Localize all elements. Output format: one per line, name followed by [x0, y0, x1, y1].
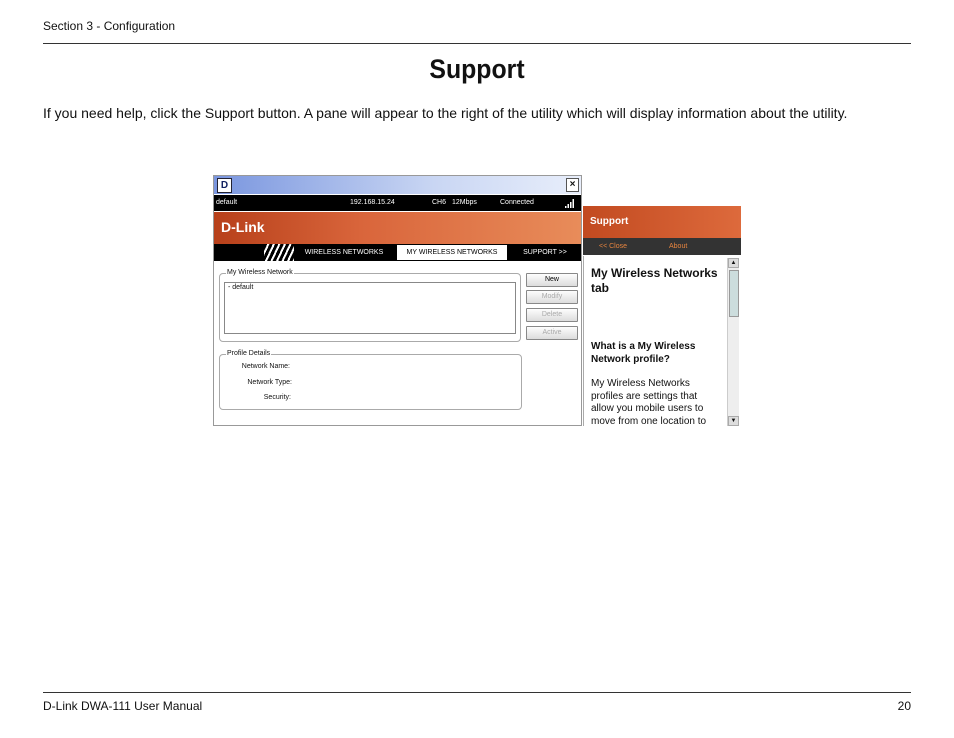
group-label: My Wireless Network: [227, 269, 293, 276]
support-pane: [583, 206, 741, 426]
scroll-up-icon[interactable]: ▲: [728, 258, 739, 268]
delete-button[interactable]: Delete: [526, 308, 578, 322]
header-rule: [43, 43, 911, 44]
signal-strength-icon: [565, 199, 575, 208]
footer-page-number: 20: [897, 699, 911, 713]
network-type-label: Network Type:: [247, 379, 292, 386]
tab-my-wireless-networks[interactable]: MY WIRELESS NETWORKS: [397, 245, 507, 260]
about-link[interactable]: About: [669, 243, 688, 250]
modify-button[interactable]: Modify: [526, 290, 578, 304]
title-bar: [214, 176, 581, 194]
support-question: What is a My Wireless Network profile?: [591, 341, 696, 365]
list-item[interactable]: - default: [228, 284, 254, 291]
body-paragraph: If you need help, click the Support button. A pane will appear to the right of the utility which will display information about the utility.: [43, 105, 848, 121]
utility-window: [213, 175, 582, 426]
dlink-logo-icon: D: [217, 178, 232, 193]
brand-banner: [214, 212, 581, 244]
support-pane-header: [583, 206, 741, 238]
footer-manual-title: D-Link DWA-111 User Manual: [43, 699, 203, 713]
status-ip: 192.168.15.24: [350, 199, 395, 206]
scroll-thumb[interactable]: [729, 270, 739, 317]
active-button[interactable]: Active: [526, 326, 578, 340]
support-pane-title: Support: [590, 216, 629, 227]
network-name-label: Network Name:: [241, 363, 290, 370]
footer-rule: [43, 692, 911, 693]
security-label: Security:: [263, 394, 291, 401]
status-channel: CH6: [432, 199, 447, 206]
tab-wireless-networks[interactable]: WIRELESS NETWORKS: [294, 245, 394, 260]
new-button[interactable]: New: [526, 273, 578, 287]
status-rate: 12Mbps: [452, 199, 477, 206]
group-label: Profile Details: [227, 350, 271, 357]
support-heading: My Wireless Networks tab: [591, 266, 718, 295]
support-content: [583, 256, 728, 426]
status-state: Connected: [500, 199, 534, 206]
close-icon[interactable]: ×: [566, 178, 579, 192]
status-profile: default: [216, 199, 238, 206]
scroll-down-icon[interactable]: ▼: [728, 416, 739, 426]
support-scrollbar[interactable]: [727, 258, 739, 426]
dlink-brand-logo: D-Link: [221, 219, 265, 235]
close-link[interactable]: << Close: [599, 243, 628, 250]
section-header: Section 3 - Configuration: [43, 19, 176, 33]
support-pane-nav: [583, 238, 741, 255]
page-title: Support: [429, 54, 525, 84]
stripe-decoration: [264, 244, 294, 261]
support-paragraph: My Wireless Networks profiles are settings that allow you mobile users to move from one location to: [591, 378, 707, 426]
status-bar: [214, 195, 581, 211]
tab-bar: [214, 244, 581, 261]
tab-support[interactable]: SUPPORT >>: [510, 245, 580, 260]
profile-list[interactable]: [224, 282, 516, 334]
